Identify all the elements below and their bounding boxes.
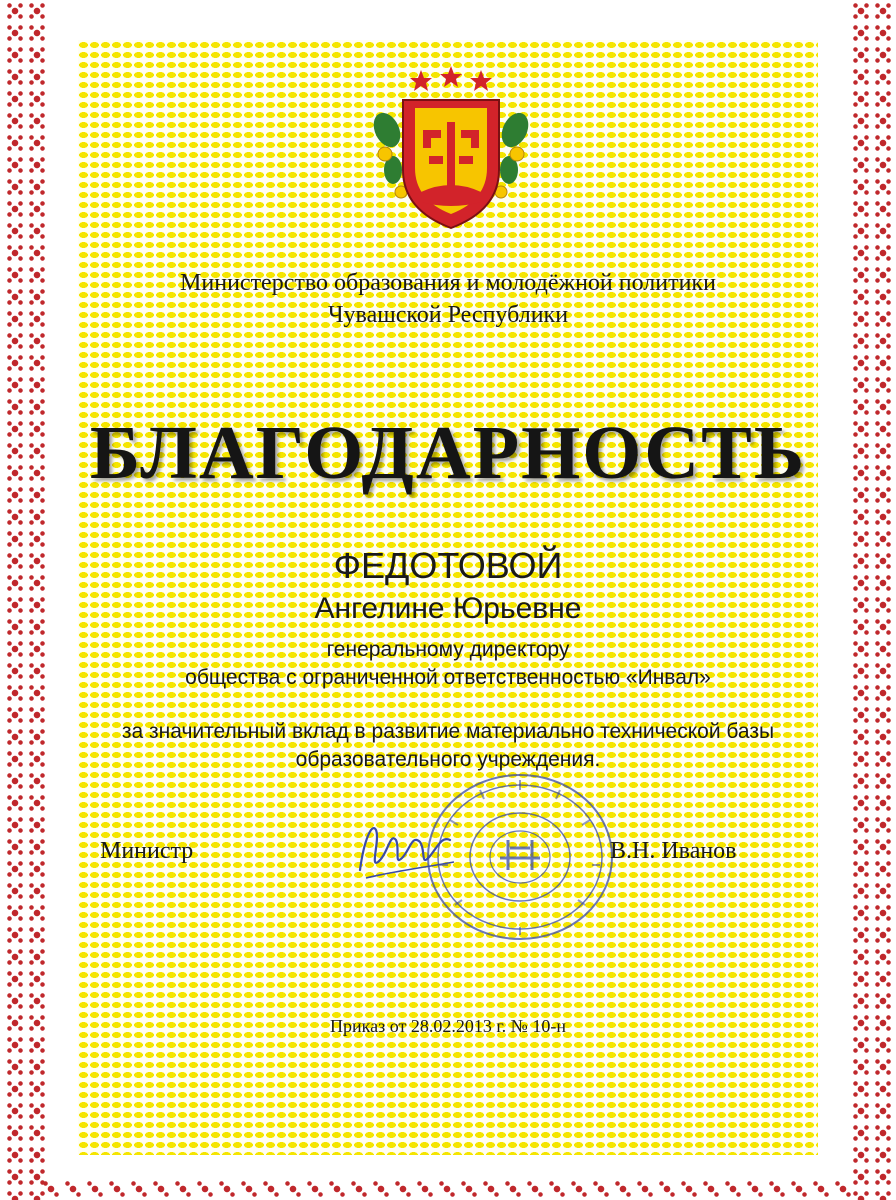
recipient-name: Ангелине Юрьевне xyxy=(314,592,582,625)
reason-line-1: за значительный вклад в развитие материально технической базы xyxy=(121,720,775,743)
bottom-ornament-border xyxy=(40,1178,856,1200)
signatory-label: Министр xyxy=(100,838,194,864)
handwritten-signature-icon xyxy=(350,810,460,885)
recipient-position: генеральному директору xyxy=(326,638,570,661)
order-reference: Приказ от 28.02.2013 г. № 10-н xyxy=(330,1016,566,1036)
recipient-surname: ФЕДОТОВОЙ xyxy=(333,545,563,586)
ministry-line-1: Министерство образования и молодёжной политики xyxy=(180,270,716,296)
recipient-organization: общества с ограниченной ответственностью «Инвал» xyxy=(185,666,711,689)
signatory-name: В.Н. Иванов xyxy=(610,838,737,864)
document-title: БЛАГОДАРНОСТЬ xyxy=(89,411,807,495)
reason-line-2: образовательного учреждения. xyxy=(295,748,601,771)
chuvash-coat-of-arms-icon xyxy=(363,60,539,238)
ministry-line-2: Чувашской Республики xyxy=(327,302,569,328)
